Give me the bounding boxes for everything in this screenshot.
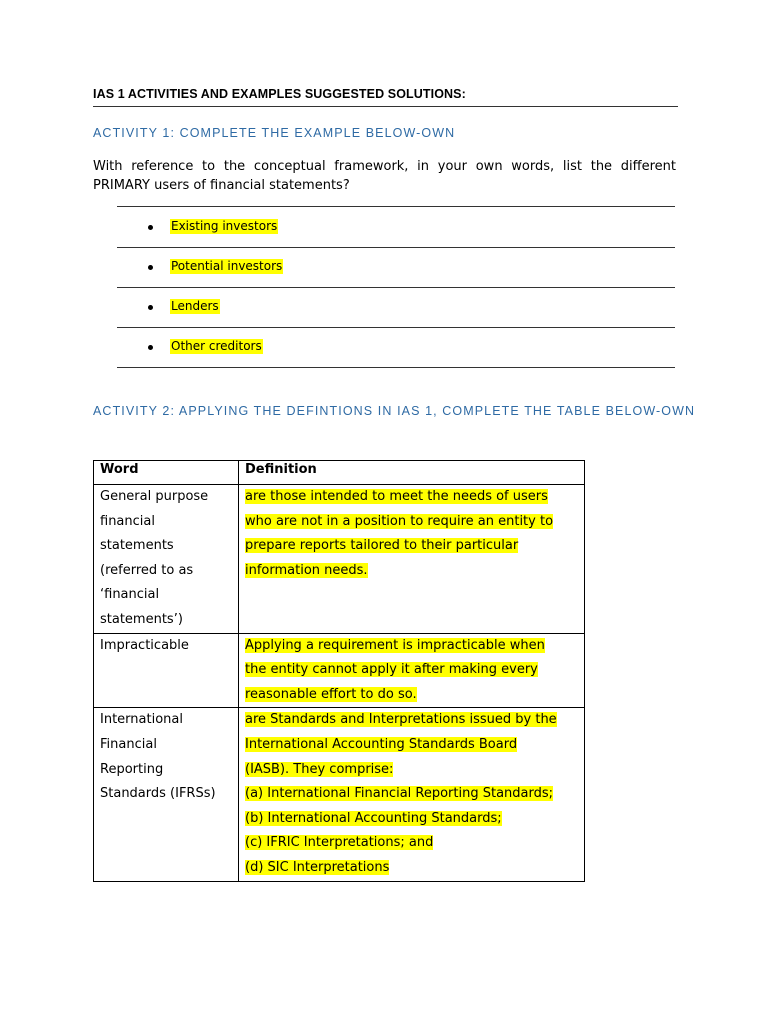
header-word: Word <box>94 461 239 485</box>
answer-item <box>117 207 675 248</box>
definitions-table <box>93 460 585 882</box>
definition-cell <box>239 708 585 881</box>
definition-line: (a) International Financial Reporting Standards; <box>245 786 554 802</box>
header-definition: Definition <box>239 461 585 485</box>
word-line: Financial <box>100 736 157 752</box>
answer-item <box>117 327 675 368</box>
word-line: International <box>100 712 183 728</box>
word-line: statements’) <box>100 611 183 627</box>
word-line: statements <box>100 538 174 554</box>
activity-1-question: With reference to the conceptual framework, in your own words, list the different PRIMARY users of financial statements? <box>93 159 676 193</box>
word-line: General purpose <box>100 489 209 504</box>
definition-line: (c) IFRIC Interpretations; and <box>245 835 434 851</box>
word-cell <box>94 708 239 881</box>
definition-line: the entity cannot apply it after making every <box>245 662 538 678</box>
definition-line: Applying a requirement is impracticable when <box>245 637 545 653</box>
answer-text: Existing investors <box>171 219 278 233</box>
page-heading: IAS 1 ACTIVITIES AND EXAMPLES SUGGESTED SOLUTIONS: <box>93 87 466 101</box>
definition-line: International Accounting Standards Board <box>245 736 518 752</box>
answer-item <box>117 287 675 328</box>
bullet-icon <box>148 345 153 350</box>
definition-line: (d) SIC Interpretations <box>245 859 390 875</box>
word-line: Impracticable <box>100 637 189 653</box>
bullet-icon <box>148 225 153 230</box>
definition-line: prepare reports tailored to their particular <box>245 538 519 554</box>
table-row <box>94 485 585 634</box>
answer-text: Lenders <box>171 299 219 313</box>
definition-line: reasonable effort to do so. <box>245 686 417 702</box>
word-cell <box>94 633 239 708</box>
word-line: Standards (IFRSs) <box>100 786 216 802</box>
definition-line: (IASB). They comprise: <box>245 761 394 777</box>
word-line: financial <box>100 513 155 529</box>
definition-line: (b) International Accounting Standards; <box>245 810 502 826</box>
answer-text: Other creditors <box>171 339 262 353</box>
definition-cell <box>239 633 585 708</box>
definition-line: are Standards and Interpretations issued by the <box>245 712 557 728</box>
bullet-icon <box>148 265 153 270</box>
answer-text: Potential investors <box>171 259 283 273</box>
table-header-row <box>94 461 585 485</box>
table-row <box>94 633 585 708</box>
word-line: Reporting <box>100 761 164 777</box>
definition-line: are those intended to meet the needs of users <box>245 489 548 504</box>
definition-line: information needs. <box>245 562 368 578</box>
heading-divider <box>93 106 678 107</box>
definition-line: who are not in a position to require an entity to <box>245 513 554 529</box>
word-cell <box>94 485 239 634</box>
activity-2-title: ACTIVITY 2: APPLYING THE DEFINTIONS IN IAS 1, COMPLETE THE TABLE BELOW-OWN <box>93 404 696 418</box>
activity-1-title: ACTIVITY 1: COMPLETE THE EXAMPLE BELOW-OWN <box>93 126 456 140</box>
word-line: (referred to as <box>100 562 194 578</box>
table-row <box>94 708 585 881</box>
definition-cell <box>239 485 585 634</box>
bullet-icon <box>148 305 153 310</box>
answer-item <box>117 247 675 288</box>
word-line: ‘financial <box>100 587 160 603</box>
